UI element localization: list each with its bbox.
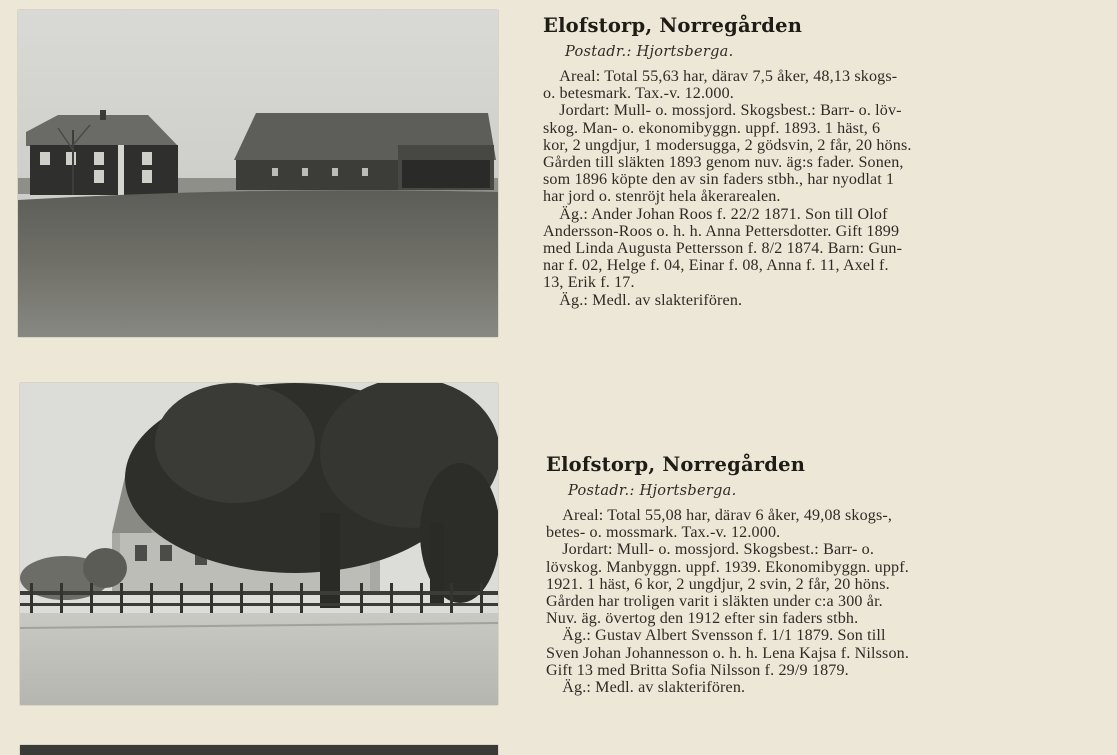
entry-postal-address: Postadr.: Hjortsberga. [565,44,734,60]
text-line: kor, 2 ungdjur, 1 modersugga, 2 gödsvin, 2 får, 20 höns. [543,136,912,154]
text-line: Sven Johan Johannesson o. h. h. Lena Kajsa f. Nilsson. [546,644,910,662]
text-line: Gift 13 med Britta Sofia Nilsson f. 29/9 1879. [546,661,849,679]
text-line: har jord o. stenröjt hela åkerarealen. [543,188,781,206]
entry-description [543,68,1083,309]
text-line: Andersson-Roos o. h. h. Anna Pettersdotter. Gift 1899 [543,222,900,240]
text-line: Jordart: Mull- o. mossjord. Skogsbest.: Barr- o. [546,541,874,559]
text-line: med Linda Augusta Pettersson f. 8/2 1874. Barn: Gun- [543,240,903,258]
farm-entry-2 [546,453,1086,696]
entry-heading: Elofstorp, Norregården [546,453,806,476]
text-line: Gården till släkten 1893 genom nuv. äg:s fader. Sonen, [543,154,904,172]
text-line: o. betesmark. Tax.-v. 12.000. [543,85,734,103]
text-line: Nuv. äg. övertog den 1912 efter sin faders stbh. [546,610,859,628]
entry-description [546,507,1086,696]
text-line: 13, Erik f. 17. [543,274,635,292]
farm-photo-3 [20,745,498,755]
text-line: Areal: Total 55,63 har, därav 7,5 åker, 48,13 skogs- [543,68,898,85]
text-line: Gården har troligen varit i släkten under c:a 300 år. [546,593,883,611]
text-line: Äg.: Ander Johan Roos f. 22/2 1871. Son till Olof [543,205,888,223]
farm-entry-1 [543,14,1083,309]
text-line: Areal: Total 55,08 har, därav 6 åker, 49,08 skogs-, [546,507,893,524]
entry-postal-address: Postadr.: Hjortsberga. [568,483,737,499]
text-line: nar f. 02, Helge f. 04, Einar f. 08, Anna f. 11, Axel f. [543,257,889,275]
entry-heading: Elofstorp, Norregården [543,14,803,37]
text-line: 1921. 1 häst, 6 kor, 2 ungdjur, 2 svin, 2 får, 20 höns. [546,575,890,593]
text-line: skog. Man- o. ekonomibyggn. uppf. 1893. 1 häst, 6 [543,119,881,137]
text-line: Jordart: Mull- o. mossjord. Skogsbest.: Barr- o. löv- [543,102,902,120]
text-line: som 1896 köpte den av sin faders stbh., har nyodlat 1 [543,171,895,189]
text-line: lövskog. Manbyggn. uppf. 1939. Ekonomibyggn. uppf. [546,558,909,576]
text-line: Äg.: Medl. av slakterifören. [546,679,746,697]
farm-photo-1 [18,10,498,337]
text-line: betes- o. mossmark. Tax.-v. 12.000. [546,524,781,542]
text-line: Äg.: Medl. av slakterifören. [543,291,743,309]
text-line: Äg.: Gustav Albert Svensson f. 1/1 1879. Son till [546,627,886,645]
farm-photo-2 [20,383,498,705]
